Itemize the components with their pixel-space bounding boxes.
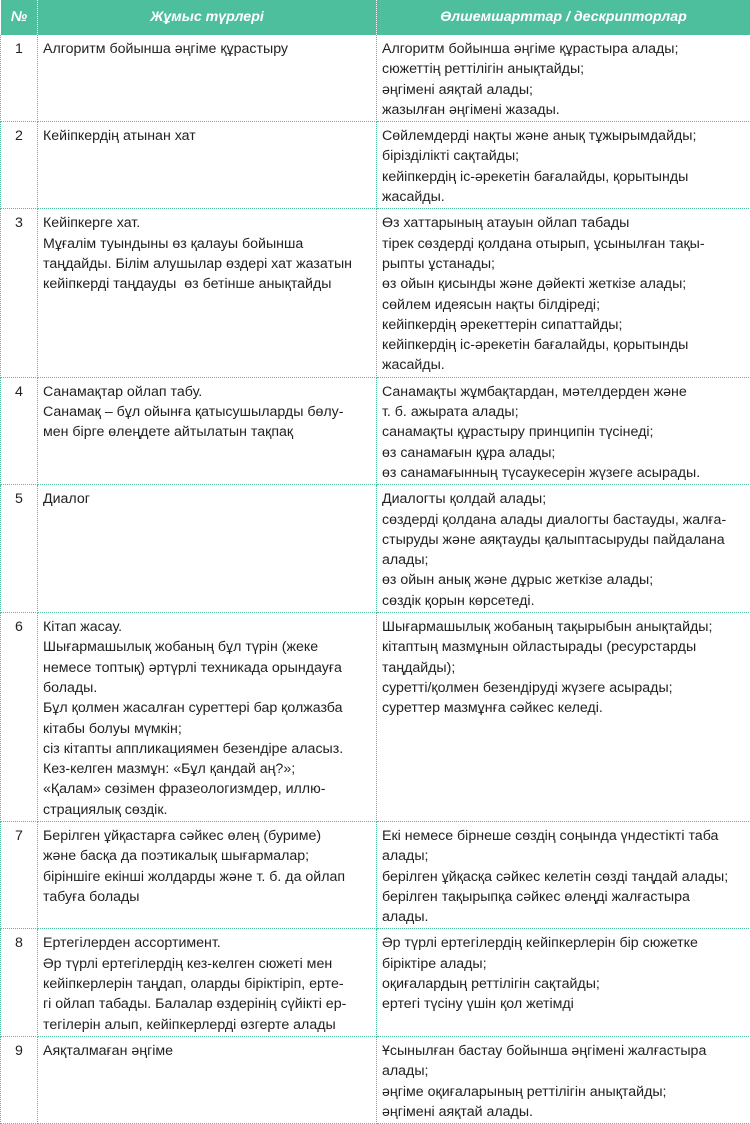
work-type-line: Берілген ұйқастарға сәйкес өлең (буриме) bbox=[43, 826, 372, 846]
work-type-line: Шығармашылық жобаның бұл түрін (жеке bbox=[43, 637, 372, 657]
table-row bbox=[1, 1036, 750, 1123]
table-header-row bbox=[1, 0, 750, 35]
criteria-cell bbox=[377, 377, 750, 484]
header-number: № bbox=[1, 0, 38, 35]
criteria-line: Шығармашылық жобаның тақырыбын анықтайды; bbox=[382, 617, 746, 637]
criteria-line: стыруды және аяқтауды қалыптасыруды пайдалана bbox=[382, 530, 746, 550]
work-type-line: Алгоритм бойынша әңгіме құрастыру bbox=[43, 39, 372, 59]
header-work-types: Жұмыс түрлері bbox=[38, 0, 377, 35]
work-type-line: болады. bbox=[43, 678, 372, 698]
work-type-line: Санамақ – бұл ойынға қатысушыларды бөлу- bbox=[43, 402, 372, 422]
work-type-line: кейіпкерлерін таңдап, оларды біріктіріп, ерте- bbox=[43, 974, 372, 994]
criteria-line: Екі немесе бірнеше сөздің соңында үндестікті таба bbox=[382, 826, 746, 846]
criteria-line: берілген тақырыпқа сәйкес өлеңді жалғастыра bbox=[382, 887, 746, 907]
criteria-cell bbox=[377, 929, 750, 1036]
work-type-line: страциялық сөздік. bbox=[43, 800, 372, 820]
criteria-line: берілген ұйқасқа сәйкес келетін сөзді таңдай алады; bbox=[382, 867, 746, 887]
row-number: 8 bbox=[1, 929, 38, 1036]
work-type-cell bbox=[38, 377, 377, 484]
table-row bbox=[1, 35, 750, 122]
work-type-line: гі ойлап табады. Балалар өздерінің сүйікті ер- bbox=[43, 994, 372, 1014]
row-number: 3 bbox=[1, 209, 38, 377]
work-type-cell bbox=[38, 35, 377, 122]
criteria-cell bbox=[377, 209, 750, 377]
criteria-line: т. б. ажырата алады; bbox=[382, 402, 746, 422]
criteria-cell bbox=[377, 485, 750, 613]
work-type-line: Ертегілерден ассортимент. bbox=[43, 933, 372, 953]
work-type-cell bbox=[38, 1036, 377, 1123]
criteria-line: тірек сөздерді қолдана отырып, ұсынылған тақы- bbox=[382, 234, 746, 254]
criteria-line: сөздік қорын көрсетеді. bbox=[382, 591, 746, 611]
work-type-line: сіз кітапты аппликациямен безендіре аласыз. bbox=[43, 739, 372, 759]
criteria-cell bbox=[377, 35, 750, 122]
criteria-line: Санамақты жұмбақтардан, мәтелдерден және bbox=[382, 382, 746, 402]
work-type-line: немесе топтық) әртүрлі техникада орындауға bbox=[43, 658, 372, 678]
work-type-line: тегілерін алып, кейіпкерлерді өзгерте алады bbox=[43, 1015, 372, 1035]
criteria-line: алады; bbox=[382, 1061, 746, 1081]
table-body bbox=[1, 35, 750, 1124]
criteria-line: кітаптың мазмұнын ойластырады (ресурстарды bbox=[382, 637, 746, 657]
criteria-line: жасайды. bbox=[382, 355, 746, 375]
criteria-line: Сөйлемдерді нақты және анық тұжырымдайды; bbox=[382, 126, 746, 146]
criteria-line: сөйлем идеясын нақты білдіреді; bbox=[382, 295, 746, 315]
row-number: 5 bbox=[1, 485, 38, 613]
criteria-line: біріктіре алады; bbox=[382, 954, 746, 974]
criteria-line: оқиғалардың реттілігін сақтайды; bbox=[382, 974, 746, 994]
criteria-line: өз санамағын құра алады; bbox=[382, 443, 746, 463]
table-row bbox=[1, 821, 750, 928]
criteria-line: әңгіме оқиғаларының реттілігін анықтайды; bbox=[382, 1082, 746, 1102]
table-row bbox=[1, 122, 750, 209]
row-number: 6 bbox=[1, 613, 38, 822]
criteria-cell bbox=[377, 122, 750, 209]
work-type-line: Диалог bbox=[43, 489, 372, 509]
work-type-line: біріншіге екінші жолдарды және т. б. да ойлап bbox=[43, 867, 372, 887]
criteria-line: алады. bbox=[382, 907, 746, 927]
table-row bbox=[1, 613, 750, 822]
row-number: 9 bbox=[1, 1036, 38, 1123]
criteria-line: кейіпкердің іс-әрекетін бағалайды, қорытынды bbox=[382, 335, 746, 355]
criteria-line: жасайды. bbox=[382, 187, 746, 207]
work-type-line: мен бірге өлеңдете айтылатын тақпақ bbox=[43, 422, 372, 442]
work-type-line: Бұл қолмен жасалған суреттері бар қолжазба bbox=[43, 698, 372, 718]
work-type-line: «Қалам» сөзімен фразеологизмдер, иллю- bbox=[43, 779, 372, 799]
work-type-cell bbox=[38, 485, 377, 613]
criteria-line: Диалогты қолдай алады; bbox=[382, 489, 746, 509]
criteria-line: алады; bbox=[382, 846, 746, 866]
row-number: 4 bbox=[1, 377, 38, 484]
work-type-line: Кез-келген мазмұн: «Бұл қандай аң?»; bbox=[43, 759, 372, 779]
criteria-line: Өз хаттарының атауын ойлап табады bbox=[382, 213, 746, 233]
work-type-cell bbox=[38, 209, 377, 377]
criteria-line: әңгімені аяқтай алады. bbox=[382, 1102, 746, 1122]
criteria-line: әңгімені аяқтай алады; bbox=[382, 80, 746, 100]
work-type-line: Санамақтар ойлап табу. bbox=[43, 382, 372, 402]
criteria-line: кейіпкердің әрекеттерін сипаттайды; bbox=[382, 315, 746, 335]
work-type-cell bbox=[38, 613, 377, 822]
criteria-line: өз ойын қисынды және дәйекті жеткізе алады; bbox=[382, 274, 746, 294]
table-row bbox=[1, 485, 750, 613]
table-row bbox=[1, 377, 750, 484]
criteria-line: санамақты құрастыру принципін түсінеді; bbox=[382, 422, 746, 442]
row-number: 7 bbox=[1, 821, 38, 928]
work-type-line: Әр түрлі ертегілердің кез-келген сюжеті мен bbox=[43, 954, 372, 974]
work-type-line: Мұғалім туындыны өз қалауы бойынша bbox=[43, 234, 372, 254]
work-type-line: және басқа да поэтикалық шығармалар; bbox=[43, 846, 372, 866]
criteria-line: ертегі түсіну үшін қол жетімді bbox=[382, 994, 746, 1014]
work-type-line: Кейіпкердің атынан хат bbox=[43, 126, 372, 146]
work-type-cell bbox=[38, 929, 377, 1036]
work-type-cell bbox=[38, 821, 377, 928]
work-type-line: кітабы болуы мүмкін; bbox=[43, 719, 372, 739]
criteria-line: алады; bbox=[382, 550, 746, 570]
criteria-line: жазылған әңгімені жазады. bbox=[382, 100, 746, 120]
work-type-line: Аяқталмаған әңгіме bbox=[43, 1041, 372, 1061]
row-number: 2 bbox=[1, 122, 38, 209]
criteria-cell bbox=[377, 613, 750, 822]
work-type-line: кейіпкерді таңдауды өз бетінше анықтайды bbox=[43, 274, 372, 294]
criteria-line: рыпты ұстанады; bbox=[382, 254, 746, 274]
criteria-line: Ұсынылған бастау бойынша әңгімені жалғастыра bbox=[382, 1041, 746, 1061]
criteria-line: бірізділікті сақтайды; bbox=[382, 146, 746, 166]
criteria-line: сөздерді қолдана алады диалогты бастауды, жалға- bbox=[382, 510, 746, 530]
criteria-cell bbox=[377, 821, 750, 928]
criteria-line: Алгоритм бойынша әңгіме құрастыра алады; bbox=[382, 39, 746, 59]
criteria-line: суретті/қолмен безендіруді жүзеге асырады; bbox=[382, 678, 746, 698]
row-number: 1 bbox=[1, 35, 38, 122]
criteria-line: кейіпкердің іс-әрекетін бағалайды, қорытынды bbox=[382, 167, 746, 187]
work-type-cell bbox=[38, 122, 377, 209]
work-type-line: Кітап жасау. bbox=[43, 617, 372, 637]
header-criteria: Өлшемшарттар / дескрипторлар bbox=[377, 0, 750, 35]
criteria-line: сюжеттің реттілігін анықтайды; bbox=[382, 59, 746, 79]
criteria-line: өз ойын анық және дұрыс жеткізе алады; bbox=[382, 570, 746, 590]
criteria-line: өз санамағынның түсаукесерін жүзеге асырады. bbox=[382, 463, 746, 483]
criteria-line: суреттер мазмұнға сәйкес келеді. bbox=[382, 698, 746, 718]
criteria-line: Әр түрлі ертегілердің кейіпкерлерін бір сюжетке bbox=[382, 933, 746, 953]
table-row bbox=[1, 209, 750, 377]
work-type-line: таңдайды. Білім алушылар өздері хат жазатын bbox=[43, 254, 372, 274]
work-type-line: Кейіпкерге хат. bbox=[43, 213, 372, 233]
table-row bbox=[1, 929, 750, 1036]
criteria-cell bbox=[377, 1036, 750, 1123]
work-type-line: табуға болады bbox=[43, 887, 372, 907]
criteria-line: таңдайды); bbox=[382, 658, 746, 678]
